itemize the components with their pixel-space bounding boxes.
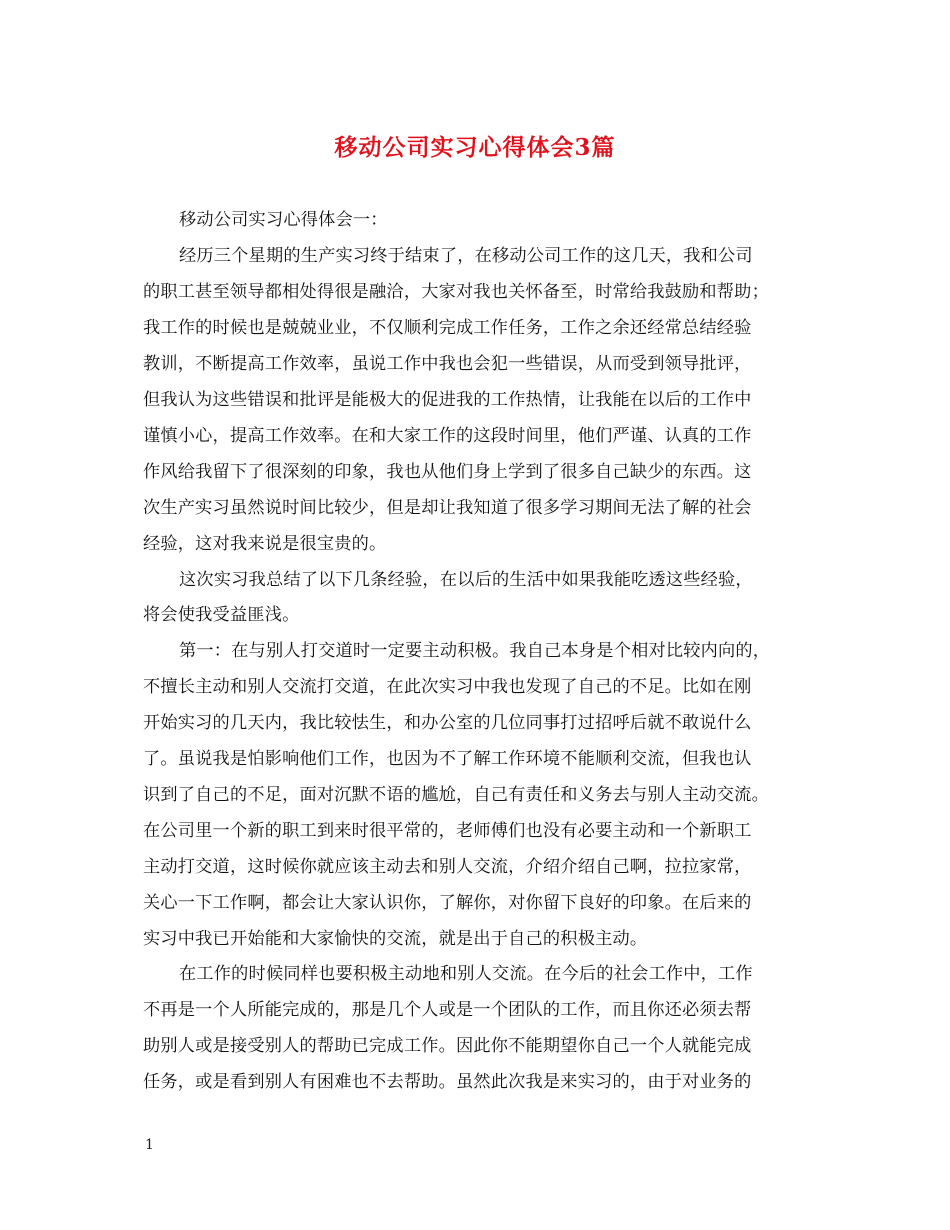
page-number: 1 (145, 1137, 154, 1153)
text-line: 不再是一个人所能完成的，那是几个人或是一个团队的工作，而且你还必须去帮 (143, 1000, 752, 1020)
text-line: 在公司里一个新的职工到来时很平常的，老师傅们也没有必要主动和一个新职工 (143, 821, 752, 841)
text-line: 谨慎小心，提高工作效率。在和大家工作的这段时间里，他们严谨、认真的工作 (143, 426, 752, 446)
text-line: 助别人或是接受别人的帮助已完成工作。因此你不能期望你自己一个人就能完成 (143, 1036, 752, 1056)
text-line: 主动打交道，这时候你就应该主动去和别人交流，介绍介绍自己啊，拉拉家常， (143, 857, 752, 877)
text-line: 作风给我留下了很深刻的印象，我也从他们身上学到了很多自己缺少的东西。这 (143, 462, 752, 482)
text-line: 移动公司实习心得体会一： (179, 210, 388, 230)
document-title: 移动公司实习心得体会3篇 (334, 134, 616, 161)
text-line: 次生产实习虽然说时间比较少，但是却让我知道了很多学习期间无法了解的社会 (143, 498, 752, 518)
text-line: 教训，不断提高工作效率，虽说工作中我也会犯一些错误，从而受到领导批评， (143, 354, 752, 374)
text-line: 关心一下工作啊，都会让大家认识你，了解你，对你留下良好的印象。在后来的 (143, 893, 752, 913)
text-line: 在工作的时候同样也要积极主动地和别人交流。在今后的社会工作中，工作 (179, 964, 753, 984)
text-line: 了。虽说我是怕影响他们工作，也因为不了解工作环境不能顺利交流，但我也认 (143, 749, 752, 769)
text-line: 开始实习的几天内，我比较怯生，和办公室的几位同事打过招呼后就不敢说什么 (143, 713, 752, 733)
text-line: 实习中我已开始能和大家愉快的交流，就是出于自己的积极主动。 (143, 929, 648, 949)
text-line: 第一：在与别人打交道时一定要主动积极。我自己本身是个相对比较内向的， (179, 641, 771, 661)
text-line: 经验，这对我来说是很宝贵的。 (143, 534, 387, 554)
text-line: 但我认为这些错误和批评是能极大的促进我的工作热情，让我能在以后的工作中 (143, 390, 752, 410)
text-line: 经历三个星期的生产实习终于结束了，在移动公司工作的这几天，我和公司 (179, 246, 753, 266)
text-line: 任务，或是看到别人有困难也不去帮助。虽然此次我是来实习的，由于对业务的 (143, 1072, 752, 1092)
text-line: 识到了自己的不足，面对沉默不语的尴尬，自己有责任和义务去与别人主动交流。 (143, 785, 769, 805)
text-line: 这次实习我总结了以下几条经验，在以后的生活中如果我能吃透这些经验， (179, 570, 753, 590)
text-line: 我工作的时候也是兢兢业业，不仅顺利完成工作任务，工作之余还经常总结经验 (143, 318, 752, 338)
text-line: 将会使我受益匪浅。 (143, 605, 300, 625)
text-line: 的职工甚至领导都相处得很是融洽，大家对我也关怀备至，时常给我鼓励和帮助； (143, 282, 769, 302)
text-line: 不擅长主动和别人交流打交道，在此次实习中我也发现了自己的不足。比如在刚 (143, 677, 752, 697)
